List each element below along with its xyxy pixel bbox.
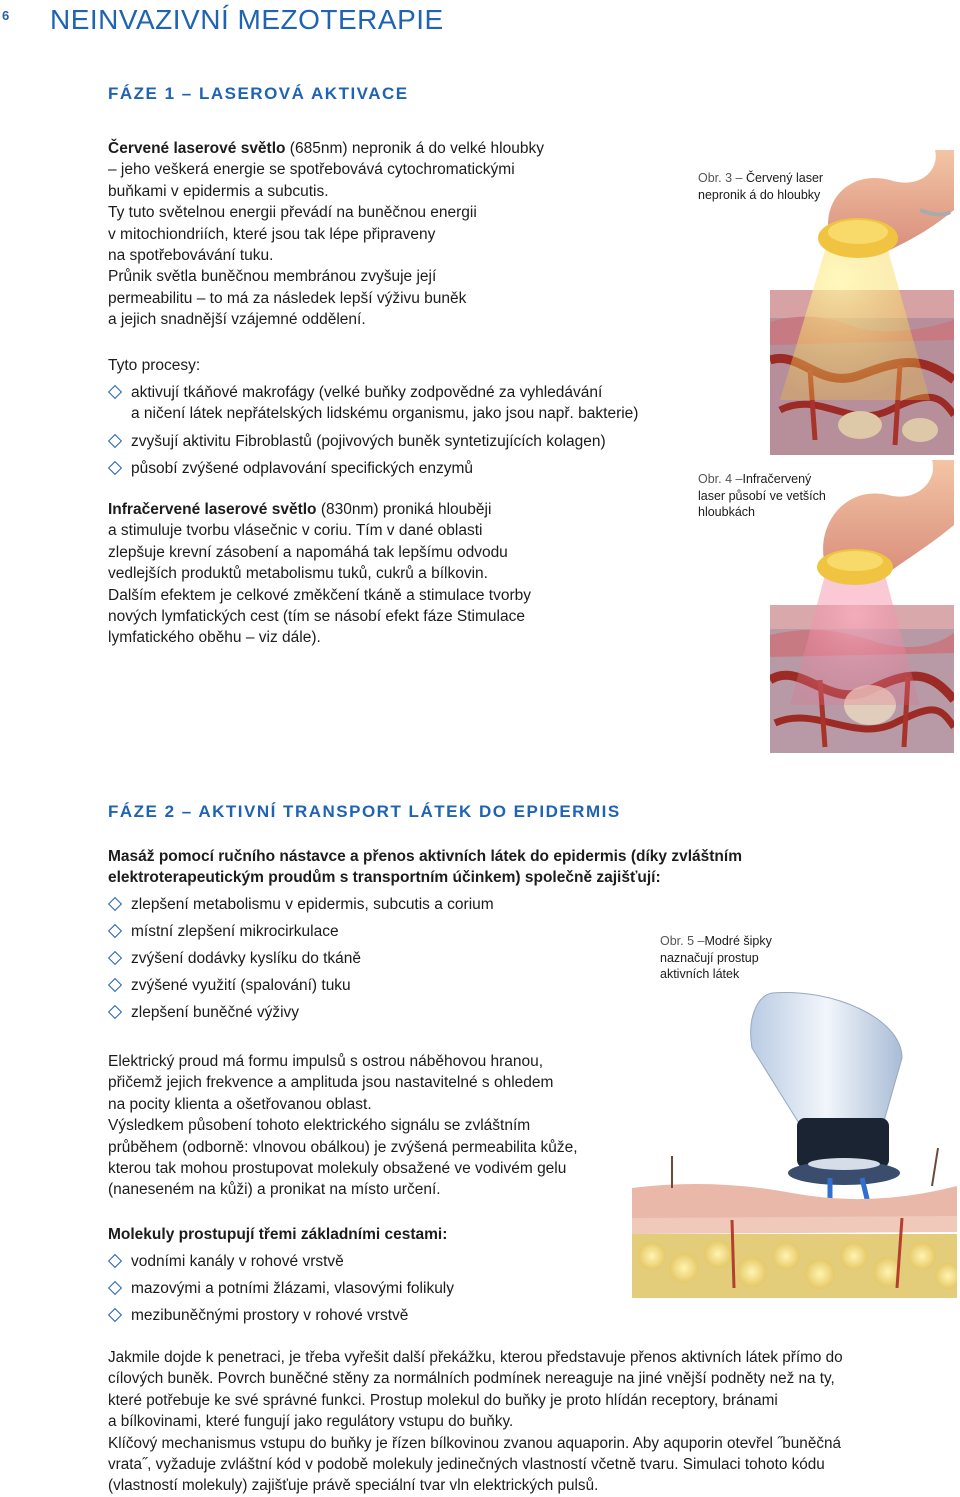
list-item: působí zvýšené odplavování specifických enzymů bbox=[108, 458, 708, 479]
fig3-caption: Obr. 3 – Červený laser nepronik á do hloubky bbox=[698, 171, 824, 202]
final-paragraph: Jakmile dojde k penetraci, je třeba vyřešit další překážku, kterou představuje přenos aktivních látek přímo do cílových buněk. Povrch buněčné stěny za normálních podmínek nereaguje na jiné vnější podněty než na ty, které potřebuje ke své správné funkci. Prostup molekul do buňky je proto hlídán receptory, bránami a bílkovinami, které fungují jako regulátory vstupu do buňky. Klíčový mechanismus vstupu do buňky je řízen bílkovinou zvanou aquaporin. Aby aquporin otevřel ˝buněčná vrata˝, vyžaduje zvláštní kód v podobě molekuly jedinečných vlastností včetně tvaru. Simulaci tohoto kódu (vlastností molekuly) zajišťuje právě speciální tvar vln elektrických pulsů. bbox=[108, 1349, 843, 1495]
diamond-bullet-icon bbox=[108, 1308, 122, 1322]
molecules-list bbox=[108, 1251, 628, 1326]
list-item: aktivují tkáňové makrofágy (velké buňky zodpovědné za vyhledávání a ničení látek nepřátelských lidskému organismu, jako jsou např. bakterie) bbox=[108, 382, 708, 425]
fig5-handpiece-illustration bbox=[632, 988, 957, 1298]
list-item: vodními kanály v rohové vrstvě bbox=[108, 1251, 628, 1272]
fig3-red-laser-illustration bbox=[770, 140, 954, 455]
processes-label: Tyto procesy: bbox=[108, 357, 201, 374]
diamond-bullet-icon bbox=[108, 1005, 122, 1019]
list-item: mazovými a potními žlázami, vlasovými folikuly bbox=[108, 1278, 628, 1299]
list-item: zvýšení dodávky kyslíku do tkáně bbox=[108, 948, 628, 969]
current-paragraph: Elektrický proud má formu impulsů s ostrou náběhovou hranou, přičemž jejich frekvence a amplituda jsou nastavitelné s ohledem na pocity klienta a ošetřovanou oblast. Výsledkem působení tohoto elektrického signálu se zvláštním průběhem (odborně: vlnovou obálkou) je zvýšená permeabilita kůže, kterou tak mohou prostupovat molekuly obsažené ve vodivém gelu (naneseném na kůži) a pronikat na místo určení. bbox=[108, 1053, 578, 1199]
list-item: zlepšení buněčné výživy bbox=[108, 1002, 628, 1023]
diamond-bullet-icon bbox=[108, 434, 122, 448]
list-item: zvyšují aktivitu Fibroblastů (pojivových buněk syntetizujících kolagen) bbox=[108, 431, 708, 452]
diamond-bullet-icon bbox=[108, 1254, 122, 1268]
phase2-benefits-list bbox=[108, 894, 628, 1023]
diamond-bullet-icon bbox=[108, 1281, 122, 1295]
phase2-heading: FÁZE 2 – AKTIVNÍ TRANSPORT LÁTEK DO EPIDERMIS bbox=[108, 802, 621, 821]
list-item: zlepšení metabolismu v epidermis, subcutis a corium bbox=[108, 894, 628, 915]
list-item: zvýšené využití (spalování) tuku bbox=[108, 975, 628, 996]
list-item: místní zlepšení mikrocirkulace bbox=[108, 921, 628, 942]
diamond-bullet-icon bbox=[108, 897, 122, 911]
diamond-bullet-icon bbox=[108, 924, 122, 938]
list-item: mezibuněčnými prostory v rohové vrstvě bbox=[108, 1305, 628, 1326]
fig4-caption: Obr. 4 –Infračervený laser působí ve vetších hloubkách bbox=[698, 472, 826, 520]
diamond-bullet-icon bbox=[108, 951, 122, 965]
fig4-infrared-laser-illustration bbox=[770, 455, 954, 753]
page-number: 6 bbox=[2, 8, 10, 23]
diamond-bullet-icon bbox=[108, 385, 122, 399]
phase1-heading: FÁZE 1 – LASEROVÁ AKTIVACE bbox=[108, 84, 409, 103]
processes-list bbox=[108, 382, 708, 480]
infrared-laser-term: Infračervené laserové světlo bbox=[108, 501, 317, 518]
diamond-bullet-icon bbox=[108, 461, 122, 475]
diamond-bullet-icon bbox=[108, 978, 122, 992]
page-title: NEINVAZIVNÍ MEZOTERAPIE bbox=[50, 4, 444, 35]
phase1-intro: Červené laserové světlo (685nm) nepronik á do velké hloubky – jeho veškerá energie se spotřebovává cytochromatickými buňkami v epidermis a subcutis. Ty tuto světelnou energii převádí na buněčnou energii v mitochiondriích, které jsou tak lépe připraveny na spotřebovávání tuku. Průnik světla buněčnou membránou zvyšuje její permeabilitu – to má za následek lepší výživu buněk a jejich snadnější vzájemné oddělení. bbox=[108, 140, 544, 329]
phase2-intro: Masáž pomocí ručního nástavce a přenos aktivních látek do epidermis (díky zvláštním elektroterapeutickým proudům s transportním účinkem) společně zajišťují: bbox=[108, 848, 742, 887]
infrared-paragraph: Infračervené laserové světlo (830nm) proniká hlouběji a stimuluje tvorbu vlásečnic v coriu. Tím v dané oblasti zlepšuje krevní zásobení a napomáhá tak lepšímu odvodu vedlejších produktů metabolismu tuků, cukrů a bílkovin. Dalším efektem je celkové změkčení tkáně a stimulace tvorby nových lymfatických cest (tím se násobí efekt fáze Stimulace lymfatického oběhu – viz dále). bbox=[108, 501, 531, 647]
fig5-caption: Obr. 5 –Modré šipky naznačují prostup aktivních látek bbox=[660, 934, 772, 982]
molecules-heading: Molekuly prostupují třemi základními cestami: bbox=[108, 1226, 448, 1243]
red-laser-term: Červené laserové světlo bbox=[108, 140, 286, 157]
